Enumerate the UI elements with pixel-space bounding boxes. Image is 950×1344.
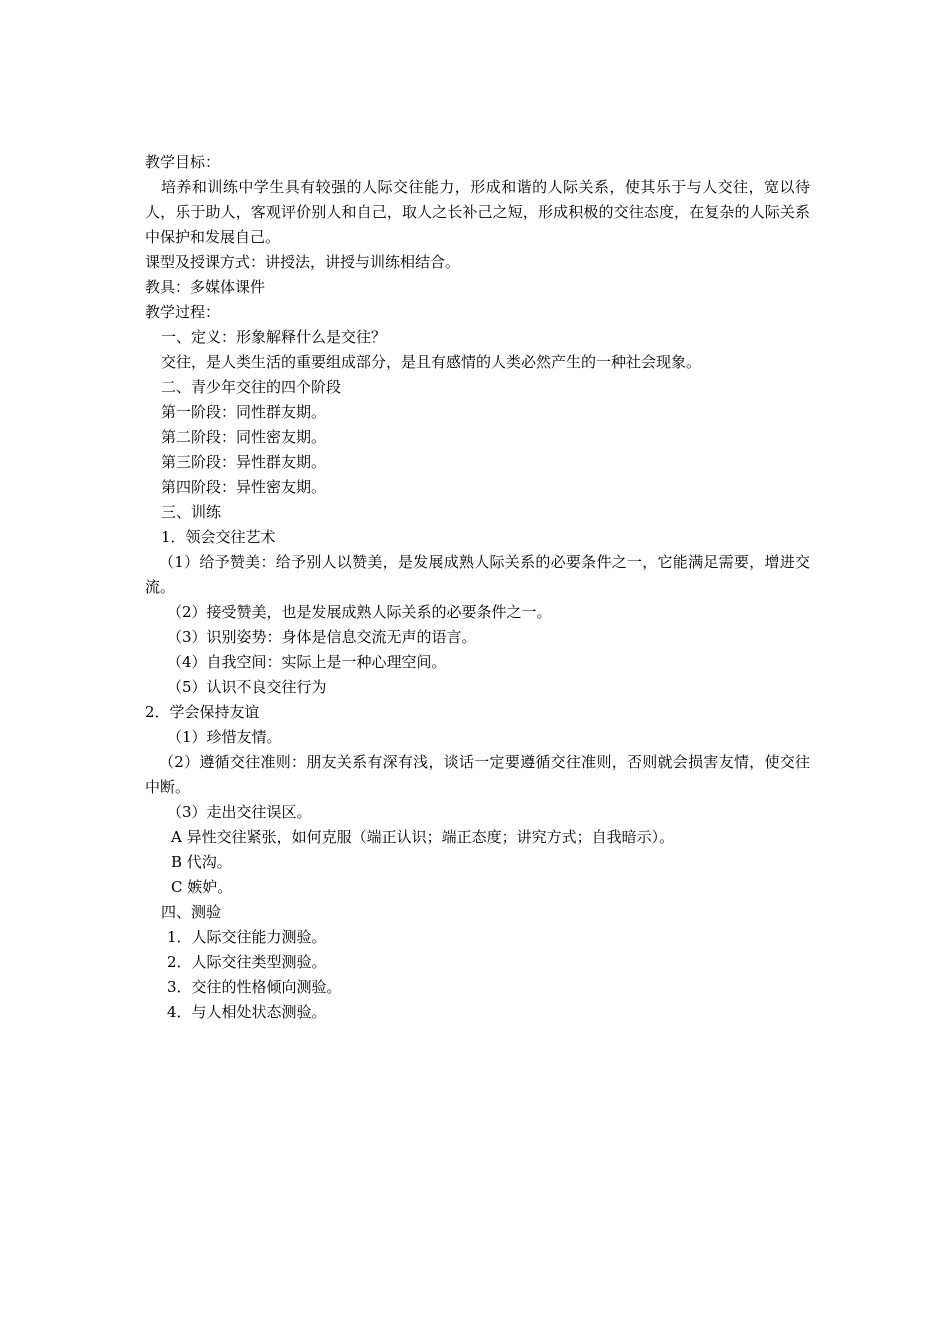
subsection-3-1-title: 1．领会交往艺术 — [161, 528, 276, 546]
item-3-2-2: （2）遵循交往准则：朋友关系有深有浅，谈话一定要遵循交往准则，否则就会损害友情，使交往中断。 — [145, 753, 810, 796]
section-3-title: 三、训练 — [161, 503, 222, 521]
item-3-2-3: （3）走出交往误区。 — [167, 803, 312, 821]
stage-4-line: 第四阶段：异性密友期。 — [161, 478, 327, 496]
test-3-line: 3．交往的性格倾向测验。 — [167, 978, 342, 996]
item-3-1-5: （5）认识不良交往行为 — [167, 678, 327, 696]
teaching-tools-line: 教具：多媒体课件 — [145, 278, 266, 296]
item-3-1-1: （1）给予赞美：给予别人以赞美，是发展成熟人际关系的必要条件之一，它能满足需要，增进交流。 — [145, 553, 810, 596]
document-body — [145, 150, 810, 1025]
misconception-b: B 代沟。 — [171, 853, 232, 871]
lesson-type-line: 课型及授课方式：讲授法，讲授与训练相结合。 — [145, 253, 461, 271]
section-4-title: 四、测验 — [161, 903, 222, 921]
stage-2-line: 第二阶段：同性密友期。 — [161, 428, 327, 446]
misconception-a: A 异性交往紧张，如何克服（端正认识；端正态度；讲究方式；自我暗示）。 — [171, 828, 675, 846]
test-2-line: 2．人际交往类型测验。 — [167, 953, 327, 971]
objective-heading: 教学目标： — [145, 153, 221, 171]
item-3-1-4: （4）自我空间：实际上是一种心理空间。 — [167, 653, 447, 671]
item-3-2-1: （1）珍惜友情。 — [167, 728, 282, 746]
item-3-1-2: （2）接受赞美，也是发展成熟人际关系的必要条件之一。 — [167, 603, 552, 621]
section-1-title: 一、定义：形象解释什么是交往？ — [161, 328, 387, 346]
process-heading: 教学过程： — [145, 303, 221, 321]
stage-3-line: 第三阶段：异性群友期。 — [161, 453, 327, 471]
objective-paragraph: 培养和训练中学生具有较强的人际交往能力，形成和谐的人际关系，使其乐于与人交往，宽以待人，乐于助人，客观评价别人和自己，取人之长补己之短，形成积极的交往态度，在复杂的人际关系中保护和发展自己。 — [145, 178, 810, 246]
test-1-line: 1．人际交往能力测验。 — [167, 928, 327, 946]
item-3-1-3: （3）识别姿势：身体是信息交流无声的语言。 — [167, 628, 477, 646]
section-2-title: 二、青少年交往的四个阶段 — [161, 378, 342, 396]
section-1-body: 交往，是人类生活的重要组成部分，是且有感情的人类必然产生的一种社会现象。 — [161, 353, 702, 371]
test-4-line: 4．与人相处状态测验。 — [167, 1003, 327, 1021]
subsection-3-2-title: 2．学会保持友谊 — [145, 703, 260, 721]
misconception-c: C 嫉妒。 — [171, 878, 233, 896]
stage-1-line: 第一阶段：同性群友期。 — [161, 403, 327, 421]
